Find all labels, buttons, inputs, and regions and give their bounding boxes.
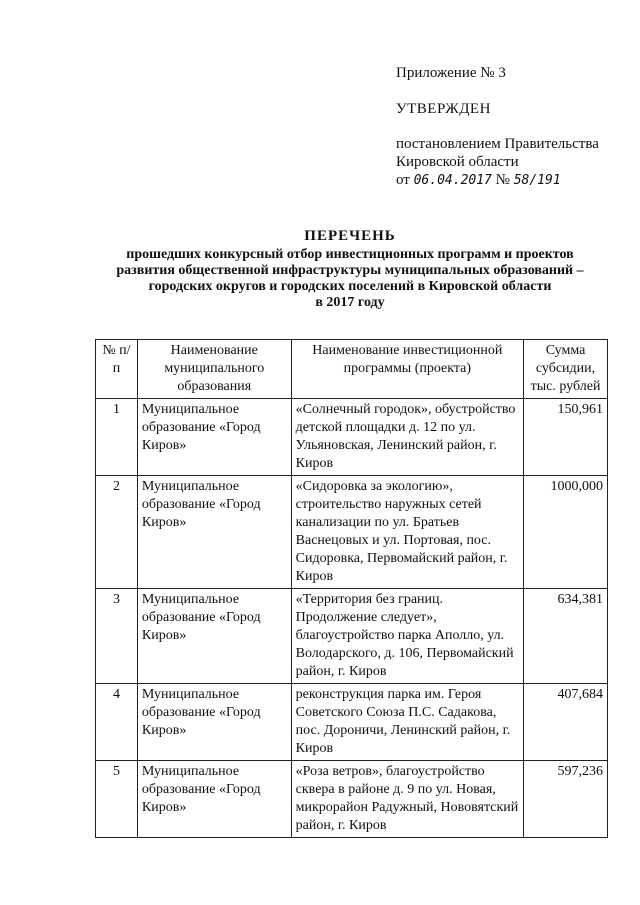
table-row <box>96 589 608 684</box>
row-municipality: Муниципальное образование «Город Киров» <box>137 399 291 476</box>
row-number: 1 <box>96 399 138 476</box>
header-municipality: Наименование муниципального образования <box>137 340 291 399</box>
approved-label: УТВЕРЖДЕН <box>396 101 491 117</box>
row-number: 5 <box>96 761 138 838</box>
header-number: № п/п <box>96 340 138 399</box>
row-subsidy: 634,381 <box>524 589 608 684</box>
row-project: «Солнечный городок», обустройство детской площадки д. 12 по ул. Ульяновская, Ленинский район, г. Киров <box>291 399 523 476</box>
row-subsidy: 597,236 <box>524 761 608 838</box>
header-project: Наименование инвестиционной программы (проекта) <box>291 340 523 399</box>
heading-line-2: развития общественной инфраструктуры муниципальных образований – <box>116 263 584 278</box>
decree-number: 58/191 <box>513 173 561 188</box>
table-row <box>96 684 608 761</box>
decree-number-prefix: № <box>495 172 510 188</box>
row-project: реконструкция парка им. Героя Советского Союза П.С. Садакова, пос. Дороничи, Ленинский район, г. Киров <box>291 684 523 761</box>
table-header-row <box>96 340 608 399</box>
row-municipality: Муниципальное образование «Город Киров» <box>137 589 291 684</box>
decree-date: 06.04.2017 <box>413 173 492 188</box>
approval-block <box>396 64 599 190</box>
heading-line-1: прошедших конкурсный отбор инвестиционных программ и проектов <box>126 247 574 262</box>
decree-line-1: постановлением Правительства <box>396 136 599 152</box>
row-subsidy: 150,961 <box>524 399 608 476</box>
decree-line-3 <box>396 171 599 190</box>
header-subsidy: Сумма субсидии, тыс. рублей <box>524 340 608 399</box>
row-project: «Сидоровка за экологию», строительство наружных сетей канализации по ул. Братьев Васнецовых и ул. Портовая, пос. Сидоровка, Первомайский район, г. Киров <box>291 476 523 589</box>
row-number: 4 <box>96 684 138 761</box>
heading-line-4: в 2017 году <box>315 295 385 310</box>
decree-line-2: Кировской области <box>396 154 519 170</box>
table-row <box>96 761 608 838</box>
row-municipality: Муниципальное образование «Город Киров» <box>137 476 291 589</box>
appendix-label: Приложение № 3 <box>396 65 506 81</box>
row-municipality: Муниципальное образование «Город Киров» <box>137 761 291 838</box>
table-row <box>96 399 608 476</box>
decree-date-prefix: от <box>396 172 410 188</box>
document-heading <box>80 228 620 311</box>
row-project: «Территория без границ. Продолжение следует», благоустройство парка Аполло, ул. Володарского, д. 106, Первомайский район, г. Киров <box>291 589 523 684</box>
row-number: 2 <box>96 476 138 589</box>
row-number: 3 <box>96 589 138 684</box>
heading-line-3: городских округов и городских поселений в Кировской области <box>148 279 552 294</box>
row-municipality: Муниципальное образование «Город Киров» <box>137 684 291 761</box>
projects-table <box>95 339 608 838</box>
table-row <box>96 476 608 589</box>
row-subsidy: 407,684 <box>524 684 608 761</box>
document-title: ПЕРЕЧЕНЬ <box>304 228 396 244</box>
row-project: «Роза ветров», благоустройство сквера в районе д. 9 по ул. Новая, микрорайон Радужный, Нововятский район, г. Киров <box>291 761 523 838</box>
row-subsidy: 1000,000 <box>524 476 608 589</box>
